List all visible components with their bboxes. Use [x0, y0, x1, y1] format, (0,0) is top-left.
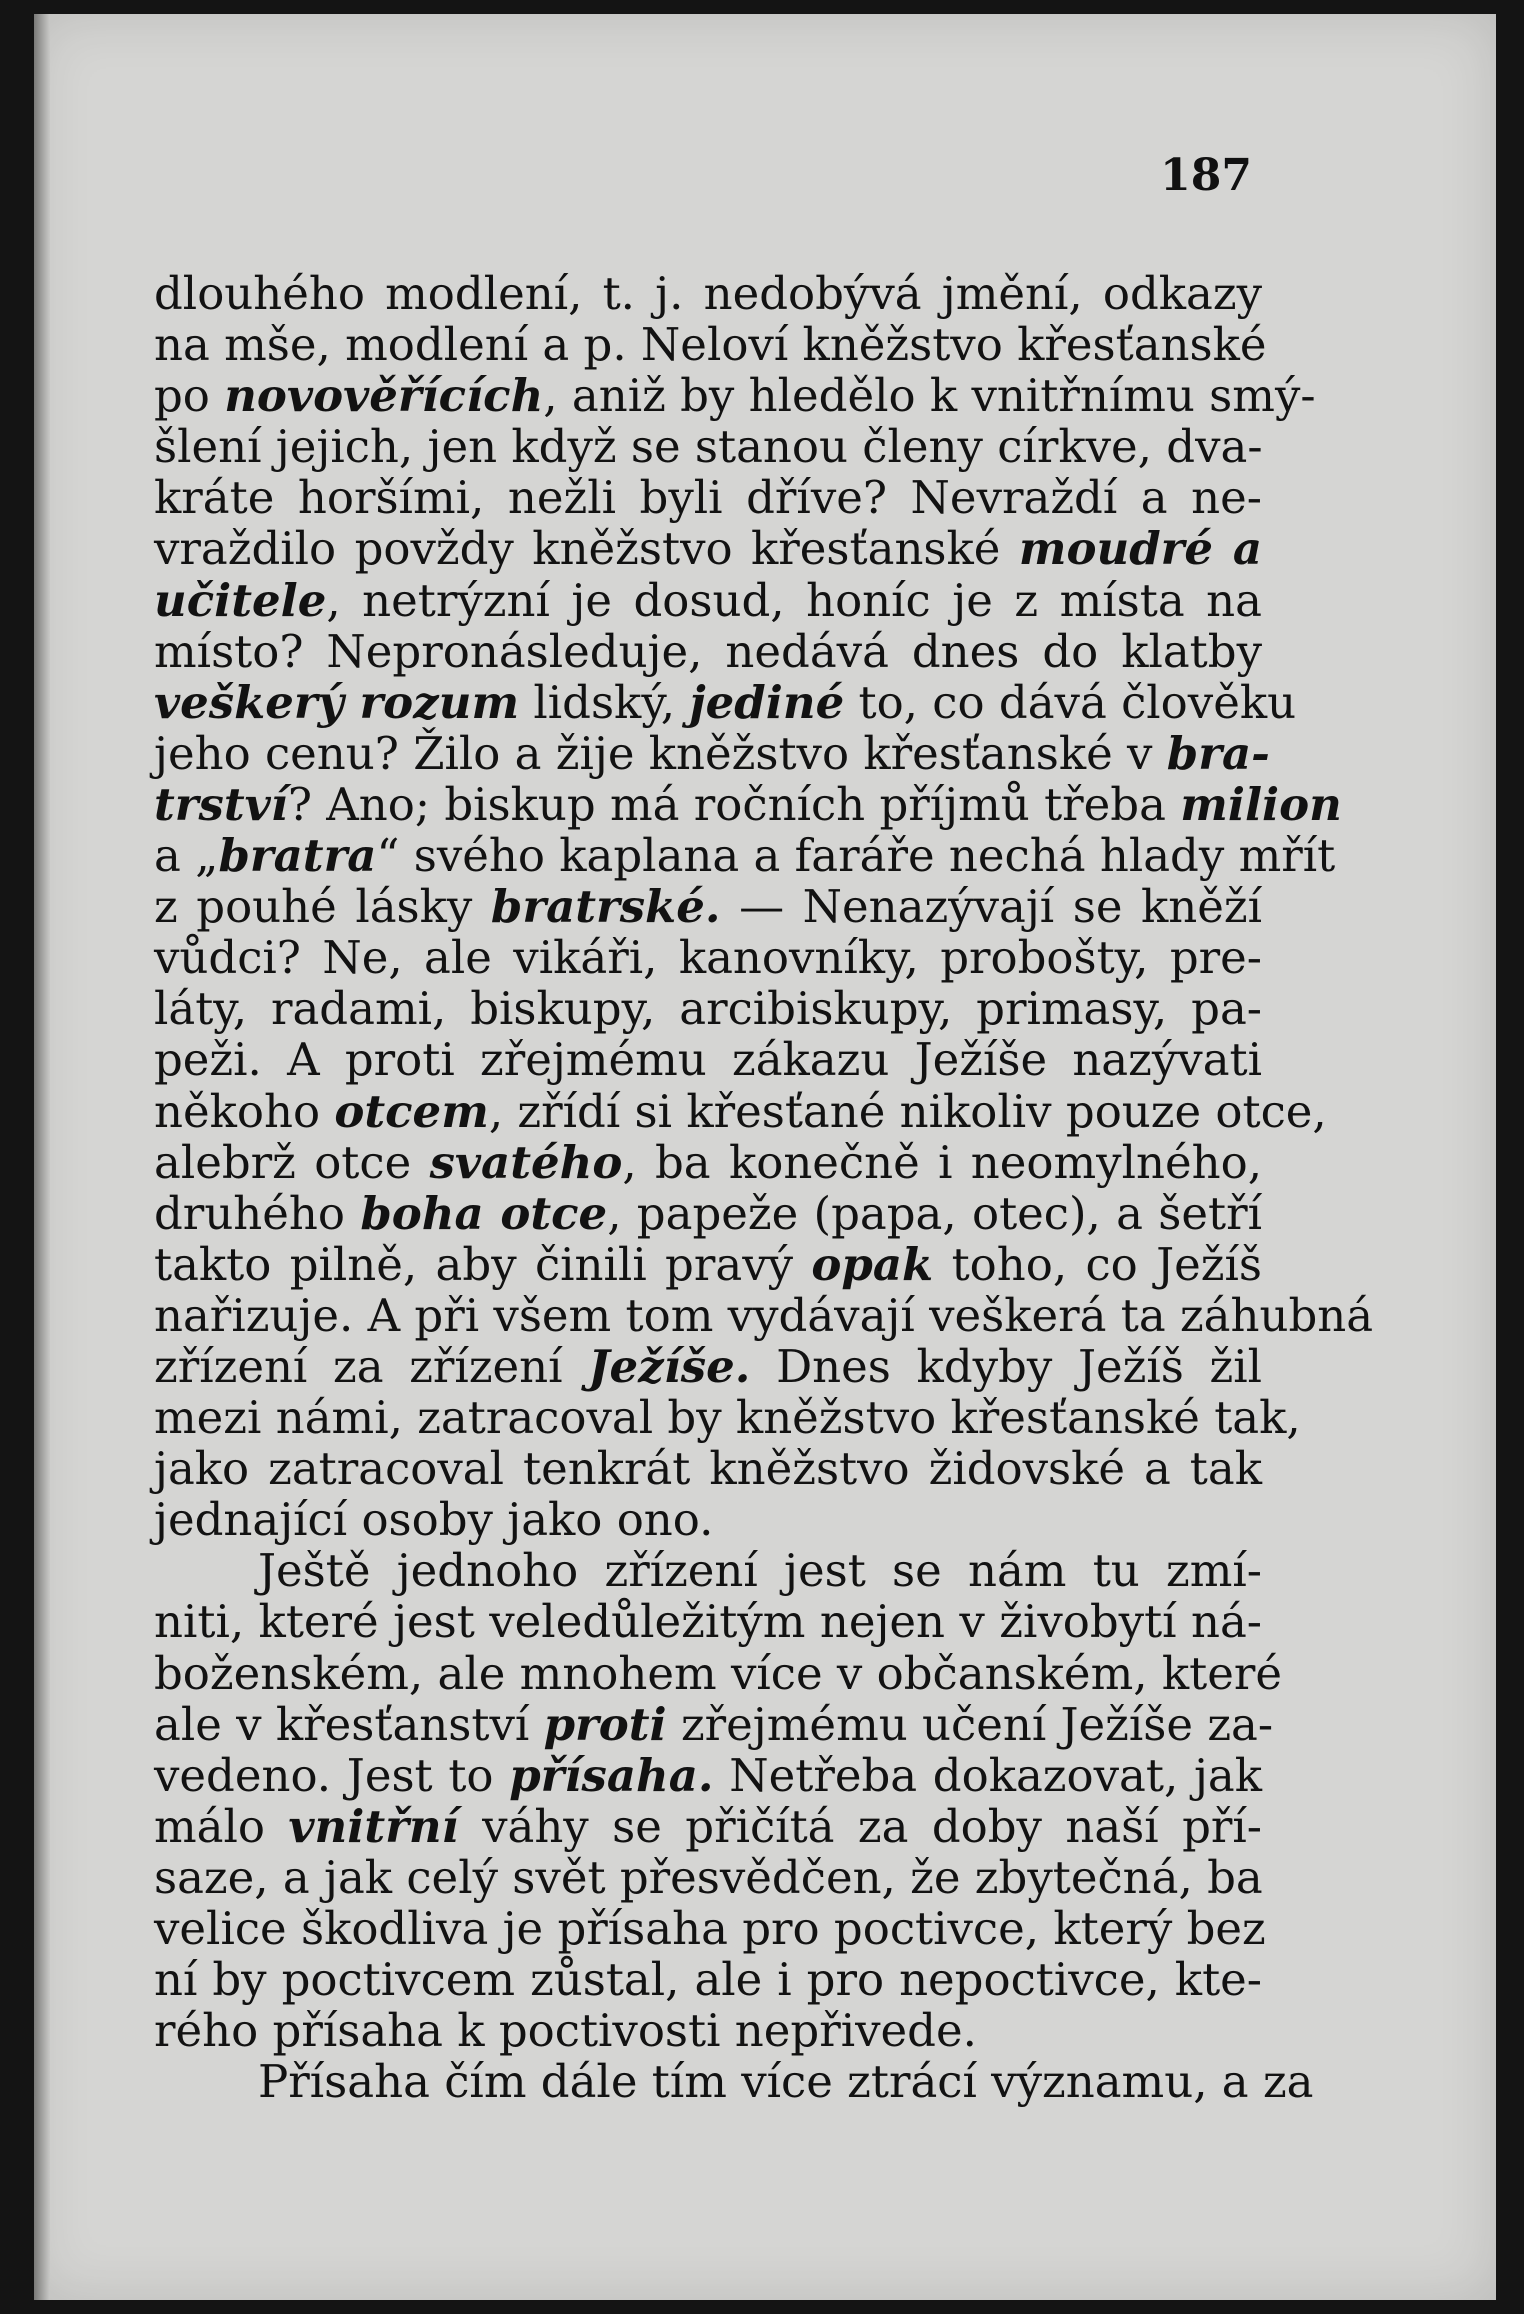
text-line [154, 1801, 1262, 1852]
emphasized-text: svatého [429, 1135, 623, 1189]
text-line [154, 675, 1297, 729]
emphasized-text: učitele [154, 573, 327, 627]
text-line [154, 1391, 1301, 1445]
text-run: , aniž by hledělo k vnitřnímu smý- [543, 369, 1316, 423]
text-run: alebrž otce [154, 1135, 430, 1189]
text-run: , papeže (papa, otec), a šetří [607, 1186, 1263, 1240]
page-gutter [34, 14, 50, 2300]
text-run: Ještě jednoho zřízení jest se nám tu zmí- [258, 1544, 1262, 1598]
emphasized-text: bra- [1166, 726, 1270, 780]
text-run: druhého [154, 1186, 361, 1240]
page-number: 187 [1160, 150, 1252, 201]
text-run: jako zatracoval tenkrát kněžstvo židovské a tak [154, 1442, 1262, 1496]
emphasized-text: proti [543, 1697, 667, 1751]
text-run: to, co dává člověku [844, 675, 1297, 729]
text-run: po [154, 369, 225, 423]
emphasized-text: novověřících [224, 369, 544, 423]
text-line [154, 1137, 1262, 1188]
text-line [154, 1954, 1262, 2005]
text-line [154, 575, 1262, 626]
text-line [154, 1239, 1262, 1290]
text-line [154, 1341, 1262, 1392]
body-text [154, 267, 1374, 2109]
text-run: ? Ano; biskup má ročních příjmů třeba [287, 777, 1181, 831]
text-line [154, 1646, 1282, 1700]
text-line [154, 2055, 1314, 2109]
emphasized-text: boha otce [360, 1186, 608, 1240]
emphasized-text: Ježíše. [588, 1339, 751, 1393]
text-run: , netrýzní je dosud, honíc je z místa na [326, 573, 1262, 627]
text-line [154, 1084, 1327, 1138]
emphasized-text: jediné [689, 675, 845, 729]
emphasized-text: opak [811, 1237, 934, 1291]
text-line [154, 1545, 1262, 1596]
text-line [154, 523, 1262, 574]
text-run: boženském, ale mnohem více v občanském, které [154, 1646, 1282, 1700]
text-line [154, 1902, 1266, 1955]
emphasized-text: milion [1180, 777, 1342, 831]
text-run: zřejmému učení Ježíše za- [666, 1697, 1274, 1751]
text-line [154, 1697, 1274, 1751]
emphasized-text: vnitřní [288, 1799, 459, 1853]
text-line [154, 1596, 1262, 1647]
text-run: mezi námi, zatracoval by kněžstvo křesťanské tak, [154, 1391, 1301, 1445]
text-run: , ba konečně i neomylného, [622, 1135, 1262, 1189]
text-run: nařizuje. A při všem tom vydávají veškerá ta záhubná [154, 1288, 1374, 1342]
text-line [154, 2005, 1262, 2056]
text-run: ní by poctivcem zůstal, ale i pro nepoctivce, kte- [154, 1953, 1262, 2007]
text-line [154, 1288, 1374, 1342]
text-line [154, 318, 1267, 372]
text-run: niti, které jest veledůležitým nejen v živobytí ná- [154, 1595, 1262, 1649]
text-run: vedeno. Jest to [154, 1748, 510, 1802]
text-line [154, 777, 1342, 831]
text-run: velice škodliva je přísaha pro poctivce, který bez [154, 1902, 1266, 1955]
text-run: — Nenazývají se kněží [720, 880, 1263, 934]
text-run: lidský, [519, 675, 690, 729]
text-line [154, 1034, 1262, 1085]
text-line [154, 369, 1316, 423]
text-run: Dnes kdyby Ježíš žil [750, 1339, 1262, 1393]
emphasized-text: přísaha. [509, 1748, 714, 1802]
text-line [154, 421, 1262, 472]
text-run: Netřeba dokazovat, jak [713, 1748, 1262, 1802]
text-line [154, 268, 1262, 319]
text-run: jeho cenu? Žilo a žije kněžstvo křesťanské v [154, 726, 1167, 780]
emphasized-text: moudré a [1018, 522, 1262, 576]
text-run: dlouhého modlení, t. j. nedobývá jmění, odkazy [154, 267, 1262, 320]
emphasized-text: veškerý rozum [154, 675, 520, 729]
text-run: jednající osoby jako ono. [154, 1493, 714, 1547]
text-line [154, 881, 1262, 932]
text-run: láty, radami, biskupy, arcibiskupy, primasy, pa- [154, 982, 1262, 1036]
text-run: vraždilo povždy kněžstvo křesťanské [154, 522, 1019, 576]
text-run: ale v křesťanství [154, 1697, 544, 1751]
emphasized-text: otcem [334, 1084, 489, 1138]
text-run: “ svého kaplana a faráře nechá hlady mřít [376, 829, 1336, 883]
emphasized-text: bratra [218, 829, 377, 883]
text-run: a „ [154, 829, 219, 883]
text-run: takto pilně, aby činili pravý [154, 1237, 812, 1291]
text-run: váhy se přičítá za doby naší pří- [458, 1799, 1262, 1853]
text-line [154, 626, 1262, 677]
text-run: málo [154, 1799, 289, 1853]
text-run: rého přísaha k poctivosti nepřivede. [154, 2004, 977, 2058]
emphasized-text: bratrské. [490, 880, 721, 934]
text-run: někoho [154, 1084, 335, 1138]
text-run: saze, a jak celý svět přesvědčen, že zbytečná, ba [154, 1850, 1263, 1904]
text-run: peži. A proti zřejmému zákazu Ježíše nazývati [154, 1033, 1262, 1087]
text-run: Přísaha čím dále tím více ztrácí významu, a za [258, 2055, 1314, 2109]
emphasized-text: trství [154, 777, 288, 831]
text-run: místo? Nepronásleduje, nedává dnes do klatby [154, 624, 1262, 678]
text-run: , zřídí si křesťané nikoliv pouze otce, [488, 1084, 1327, 1138]
text-line [154, 472, 1262, 523]
text-line [154, 983, 1262, 1034]
text-run: vůdci? Ne, ale vikáři, kanovníky, probošty, pre- [154, 931, 1262, 985]
text-line [154, 1494, 1262, 1545]
text-run: šlení jejich, jen když se stanou členy církve, dva- [154, 420, 1263, 474]
book-page [34, 14, 1496, 2300]
text-line [154, 932, 1262, 983]
text-line [154, 1188, 1262, 1239]
text-run: na mše, modlení a p. Neloví kněžstvo křesťanské [154, 318, 1267, 372]
text-line [154, 1852, 1262, 1903]
text-line [154, 1750, 1262, 1801]
text-run: zřízení za zřízení [154, 1339, 589, 1393]
text-run: z pouhé lásky [154, 880, 491, 934]
text-line [154, 1443, 1262, 1494]
text-line [154, 829, 1336, 883]
text-run: toho, co Ježíš [933, 1237, 1262, 1291]
text-run: kráte horšími, nežli byli dříve? Nevraždí a ne- [154, 471, 1262, 525]
text-line [154, 726, 1270, 780]
